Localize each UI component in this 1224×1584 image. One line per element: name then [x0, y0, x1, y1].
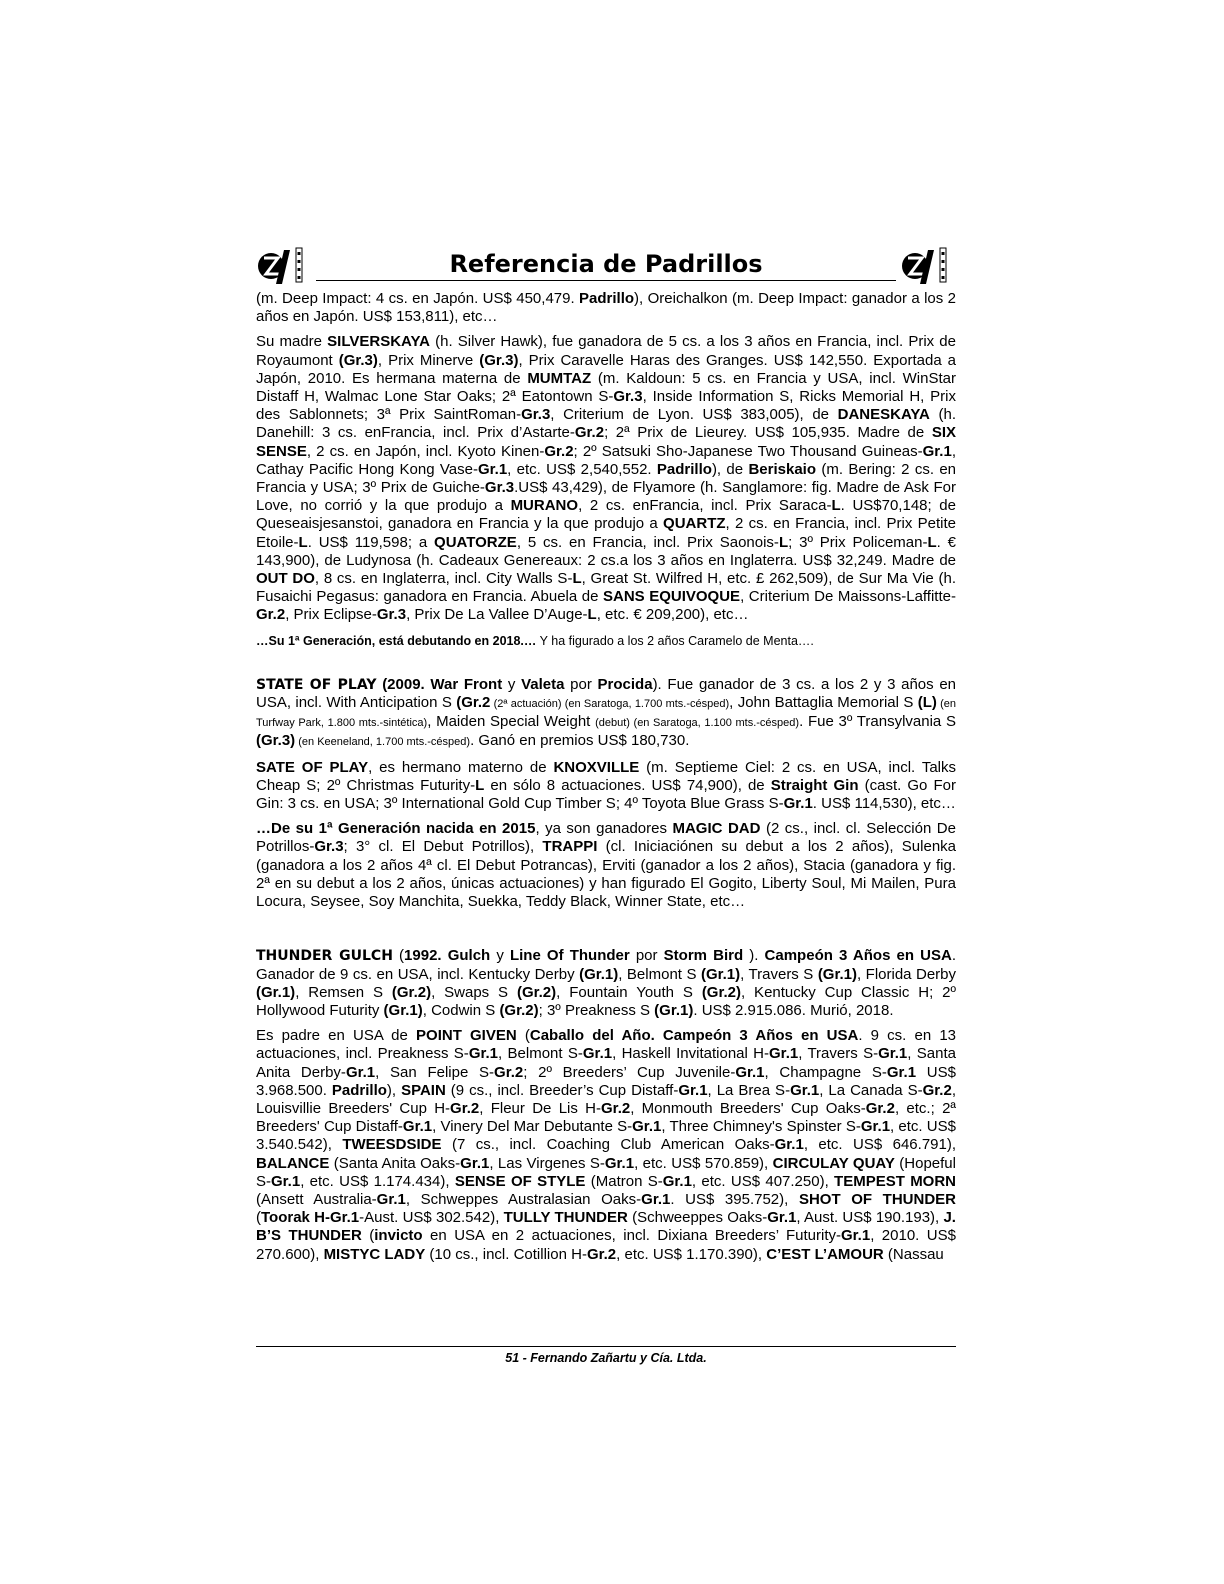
page-header	[256, 240, 956, 288]
bold-run: (Gr.1)	[256, 983, 296, 1001]
bold-run: Padrillo	[331, 1081, 387, 1099]
bold-run: BALANCE	[256, 1154, 330, 1172]
paragraph	[256, 290, 956, 326]
text-run: (m. Deep Impact: 4 cs. en Japón. US$ 450,479.	[256, 290, 580, 307]
bold-run: Gr.2	[586, 1245, 617, 1263]
bold-run: J. B’S THUNDER	[256, 1209, 956, 1245]
text-run: , 2 cs. enFrancia, incl. Prix Saraca-	[578, 497, 832, 515]
sire-entry	[256, 676, 956, 752]
bold-run: (L)	[917, 694, 937, 712]
text-run: ; 2ª Prix de Lieurey. US$ 105,935. Madre de	[604, 424, 932, 442]
text-run: , etc. US$ 1.174.434),	[300, 1172, 455, 1190]
bold-run: Line Of Thunder	[509, 947, 630, 965]
bold-run: C’EST L’AMOUR	[766, 1245, 884, 1263]
bold-run: Gr.1	[477, 460, 508, 478]
text-run: . US$ 2.915.086. Murió, 2018.	[693, 1001, 894, 1019]
text-run: . US$70,148; de Queseaisjesanstoi, ganadora en Francia y la que produjo a	[256, 497, 956, 533]
bold-run: SANS EQUIVOQUE	[603, 588, 741, 606]
text-run: , Vinery Del Mar Debutante S-	[432, 1118, 633, 1136]
text-run: , Criterium De Maissons-Laffitte-	[740, 588, 956, 606]
bold-run: (Gr.3)	[338, 351, 378, 369]
bold-run: TRAPPI	[542, 838, 598, 856]
sire-name: STATE OF PLAY	[256, 676, 377, 693]
small-note: (en Keeneland, 1.700 mts.-césped)	[295, 736, 471, 749]
bold-run: Gr.1	[345, 1063, 376, 1081]
bold-run: (Gr.3)	[256, 732, 296, 750]
bold-run: L	[778, 533, 789, 551]
bold-run: (Gr.2)	[701, 983, 741, 1001]
sire-name: THUNDER GULCH	[256, 948, 393, 965]
text-run: , Prix Eclipse-	[285, 606, 377, 624]
paragraph	[256, 632, 956, 650]
document-page	[256, 240, 956, 1271]
bold-run: Gr.2	[256, 606, 286, 624]
text-run: , etc. US$ 1.170.390),	[616, 1245, 767, 1263]
text-run: , 5 cs. en Francia, incl. Prix Saonois-	[516, 533, 779, 551]
bold-run: Gr.3	[521, 406, 551, 424]
paragraph	[256, 820, 956, 911]
text-run: Su madre	[256, 333, 328, 351]
text-run: ; 2º Breeders’ Cup Juvenile-	[523, 1063, 736, 1081]
bold-run: Procida	[597, 675, 653, 693]
bold-run: KNOXVILLE	[553, 758, 640, 776]
bold-run: Gr.1	[922, 442, 952, 460]
text-run: , Codwin S	[422, 1001, 500, 1019]
text-run: , 2010. US$ 270.600),	[256, 1227, 956, 1263]
bold-run: Gr.1	[886, 1063, 917, 1081]
document-body	[256, 290, 956, 1264]
text-run: , Inside Information S, Ricks Memorial H, Prix des Sablonnets; 3ª Prix SaintRoman-	[256, 388, 956, 424]
text-run: . US$ 114,530), etc…	[812, 795, 956, 813]
text-run: Es padre en USA de	[256, 1027, 417, 1045]
text-run: ). Fue ganador de 3 cs. a los 2 y 3 años en USA, incl. With Anticipation S	[256, 675, 957, 712]
text-run: y	[502, 675, 522, 693]
small-note: (en Turfway Park, 1.800 mts.-sintética)	[256, 698, 957, 730]
bold-run: SILVERSKAYA	[327, 333, 430, 351]
text-run: (Nassau	[883, 1245, 944, 1263]
bold-run: MUMTAZ	[527, 369, 592, 387]
bold-run: (Gr.2)	[516, 983, 557, 1001]
bold-run: Gr.1	[662, 1172, 692, 1190]
text-run: , Fleur De Lis H-	[479, 1099, 602, 1117]
bold-run: Gr.2	[494, 1063, 524, 1081]
bold-run: Beriskaio	[748, 460, 816, 478]
bold-run: L	[572, 570, 582, 588]
text-run: , etc. US$ 3.540.542),	[256, 1118, 956, 1154]
bold-run: (Gr.1)	[383, 1001, 423, 1019]
text-run: , La Canada S-	[819, 1081, 923, 1099]
bold-run: (Gr.1)	[579, 965, 619, 983]
text-run: (m. Bering: 2 cs. en Francia y USA; 3º Prix de Guiche-	[256, 460, 957, 497]
text-run: , Travers S	[740, 965, 818, 983]
bold-run: POINT GIVEN	[416, 1027, 517, 1045]
bold-run: Gr.2	[450, 1099, 480, 1117]
small-note: (2ª actuación) (en Saratoga, 1.700 mts.-césped)	[490, 698, 730, 711]
bold-run: Storm Bird	[663, 947, 744, 965]
text-run: , Fountain Youth S	[556, 983, 702, 1001]
text-run: ; 2º Satsuki Sho-Japanese Two Thousand Guineas-	[573, 442, 923, 460]
bold-run: …Su 1ª Generación, está debutando en 2018.…	[256, 633, 537, 648]
bold-run: Gr.2	[922, 1081, 952, 1099]
bold-run: Gr.1	[774, 1136, 804, 1154]
text-run: ).	[743, 947, 765, 965]
bold-run: (Gr.2)	[499, 1001, 539, 1019]
bold-run: QUATORZE	[434, 533, 517, 551]
bold-run: Gr.1	[376, 1190, 406, 1208]
text-run: , Florida Derby	[857, 965, 957, 983]
bold-run: SENSE OF STYLE	[454, 1172, 586, 1190]
text-run: , Prix De La Vallee D’Auge-	[406, 606, 588, 624]
text-run: , Kentucky Cup Classic H; 2º Hollywood Futurity	[256, 983, 956, 1019]
bold-run: Straight Gin	[770, 776, 859, 794]
paragraph	[256, 333, 956, 624]
text-run: , Cathay Pacific Hong Kong Vase-	[256, 442, 956, 478]
bold-run: Gr.1	[604, 1154, 635, 1172]
text-run: (Schweeppes Oaks-	[627, 1209, 768, 1227]
page-footer: 51 - Fernando Zañartu y Cía. Ltda.	[256, 1346, 956, 1365]
text-run: , Criterium de Lyon. US$ 383,005), de	[550, 406, 838, 424]
text-run: -Aust. US$ 302.542),	[359, 1209, 504, 1227]
bold-run: Gr.1	[582, 1045, 613, 1063]
text-run: ), Oreichalkon (m. Deep Impact: ganador a los 2 años en Japón. US$ 153,811), etc…	[256, 290, 956, 326]
text-run: (	[516, 1027, 530, 1045]
text-run: (m. Septieme Ciel: 2 cs. en USA, incl. Talks Cheap S; 2º Christmas Futurity-	[256, 758, 957, 794]
bold-run: L	[831, 497, 841, 515]
bold-run: SPAIN	[401, 1081, 446, 1099]
text-run: , Great St. Wilfred H, etc. £ 262,509), de Sur Ma Vie (h. Fusaichi Pegasus: ganadora en Francia. Abuela de	[256, 570, 956, 606]
bold-run: Padrillo	[579, 290, 635, 307]
bold-run: (Gr.1)	[700, 965, 741, 983]
text-run: , etc. US$ 407.250),	[691, 1172, 835, 1190]
text-run: (Santa Anita Oaks-	[329, 1154, 461, 1172]
bold-run: SATE OF PLAY	[256, 758, 369, 776]
paragraph	[256, 759, 956, 814]
text-run: , etc. US$ 2,540,552.	[507, 460, 657, 478]
text-run: , Prix Minerve	[377, 351, 480, 369]
bold-run: MISTYC LADY	[323, 1245, 426, 1263]
text-run: . € 143,900), de Ludynosa (h. Cadeaux Genereaux: 2 cs.a los 3 años en Inglaterra. US$ 32,249. Madre de	[256, 533, 957, 569]
bold-run: Gr.2	[601, 1099, 631, 1117]
text-run: , etc. € 209,200), etc…	[596, 606, 749, 624]
bold-run: QUARTZ	[663, 515, 726, 533]
bold-run: L	[298, 533, 308, 551]
bold-run: Gr.1	[735, 1063, 765, 1081]
text-run: (9 cs., incl. Breeder’s Cup Distaff-	[445, 1081, 679, 1099]
paragraph	[256, 1027, 956, 1264]
bold-run: invicto	[374, 1227, 423, 1245]
bold-run: Caballo del Año. Campeón 3 Años en USA	[529, 1027, 859, 1045]
text-run: (	[256, 1209, 261, 1227]
text-run: ; 3º Prix Policeman-	[788, 533, 928, 551]
bold-run: (Gr.1)	[817, 965, 857, 983]
text-run: (Ansett Australia-	[256, 1190, 377, 1208]
bold-run: Gr.1	[402, 1118, 433, 1136]
bold-run: Gr.1	[860, 1118, 891, 1136]
bold-run: Campeón 3 Años en USA	[764, 947, 952, 965]
bold-run: (2009. War Front	[382, 675, 503, 693]
text-run: , 8 cs. en Inglaterra, incl. City Walls S-	[314, 570, 573, 588]
text-run: (Matron S-	[585, 1172, 663, 1190]
text-run: , Travers S-	[798, 1045, 879, 1063]
text-run: (2 cs., incl. cl. Selección De Potrillos-	[256, 820, 956, 856]
bold-run: Gr.1	[878, 1045, 908, 1063]
text-run: , La Brea S-	[707, 1081, 791, 1099]
bold-run: TWEESDSIDE	[342, 1136, 442, 1154]
text-run: . US$ 119,598; a	[307, 533, 435, 551]
bold-run: Gr.1	[678, 1081, 708, 1099]
bold-run: Gr.1	[767, 1209, 797, 1227]
text-run: (cl. Iniciaciónen su debut a los 2 años), Sulenka (ganadora a los 2 años 4ª cl. El Debut Potrancas), Erviti (ganador a los 2 años), Stacia (ganadora y fig. 2ª en su debut a los 2 años, únicas actuaciones) y han figurado El Gogito, Liberty Soul, Mi Mailen, Pura Locura, Seysee, Soy Manchita, Suekka, Teddy Black, Winner State, etc…	[256, 838, 957, 911]
text-run: , Monmouth Breeders' Cup Oaks-	[630, 1099, 866, 1117]
small-note: (debut) (en Saratoga, 1.100 mts.-césped)	[595, 717, 800, 730]
bold-run: L	[587, 606, 597, 624]
text-run: . Fue 3º Transylvania S	[799, 713, 956, 731]
text-run: , ya son ganadores	[535, 820, 673, 838]
text-run: , 2 cs. en Japón, incl. Kyoto Kinen-	[306, 442, 545, 460]
text-run: , Louisvillie Breeders' Cup H-	[256, 1081, 956, 1117]
text-run: por	[564, 675, 598, 693]
bold-run: Gr.3	[376, 606, 407, 624]
text-run: por	[629, 947, 664, 965]
bold-run: (Gr.1)	[654, 1001, 694, 1019]
text-run: ; 3° cl. El Debut Potrillos),	[343, 838, 543, 856]
bold-run: CIRCULAY QUAY	[772, 1154, 895, 1172]
text-run: , Belmont S	[618, 965, 701, 983]
zanartu-logo-icon	[900, 244, 956, 286]
text-run: , es hermano materno de	[368, 758, 554, 776]
bold-run: 1992. Gulch	[404, 947, 491, 965]
bold-run: TULLY THUNDER	[503, 1209, 628, 1227]
bold-run: Gr.3	[484, 479, 515, 497]
text-run: , etc. US$ 570.859),	[634, 1154, 773, 1172]
text-run: ), de	[711, 460, 749, 478]
bold-run: Gr.1	[769, 1045, 799, 1063]
text-run: en sólo 8 actuaciones. US$ 74,900), de	[484, 776, 771, 794]
bold-run: DANESKAYA	[837, 406, 930, 424]
text-run: , etc.; 2ª Breeders' Cup Distaff-	[256, 1099, 956, 1136]
text-run: (	[361, 1227, 375, 1245]
page-title: Referencia de Padrillos	[316, 250, 896, 281]
bold-run: Gr.1	[841, 1227, 871, 1245]
text-run: , etc. US$ 646.791),	[803, 1136, 957, 1154]
bold-run: (Gr.2)	[391, 983, 432, 1001]
bold-run: Toorak H-Gr.1	[261, 1209, 360, 1227]
bold-run: SHOT OF THUNDER	[798, 1190, 956, 1208]
bold-run: L	[927, 533, 937, 551]
text-run: .US$ 43,429), de Flyamore (h. Sanglamore: fig. Madre de Ask For Love, no corrió y la que produjo a	[256, 479, 956, 515]
bold-run: Gr.1	[783, 795, 813, 813]
text-run: (7 cs., incl. Coaching Club American Oaks-	[441, 1136, 775, 1154]
bold-run: Gr.1	[632, 1118, 662, 1136]
text-run: US$ 3.968.500.	[256, 1063, 956, 1099]
text-run: , San Felipe S-	[375, 1063, 495, 1081]
text-run: , Prix Caravelle Haras des Granges. US$ 142,550. Exportada a Japón, 2010. Es hermana materna de	[256, 351, 957, 387]
bold-run: OUT DO	[256, 570, 315, 588]
text-run: , Maiden Special Weight	[427, 713, 596, 731]
text-run: , Remsen S	[295, 983, 392, 1001]
text-run: . Ganador de 9 cs. en USA, incl. Kentucky Derby	[256, 947, 957, 983]
text-run: , John Battaglia Memorial S	[729, 694, 918, 712]
text-run: (cast. Go For Gin: 3 cs. en USA; 3º International Gold Cup Timber S; 4º Toyota Blue Grass S-	[256, 776, 956, 813]
bold-run: Padrillo	[656, 460, 712, 478]
text-run: . 9 cs. en 13 actuaciones, incl. Preakness S-	[256, 1027, 957, 1063]
text-run: , Swaps S	[431, 983, 517, 1001]
text-run: , Belmont S-	[498, 1045, 583, 1063]
bold-run: Gr.2	[574, 424, 605, 442]
text-run: . US$ 395.752),	[670, 1190, 799, 1208]
sire-entry	[256, 947, 956, 1020]
text-run: ),	[386, 1081, 402, 1099]
bold-run: L	[475, 776, 485, 794]
bold-run: SIX SENSE	[256, 424, 956, 460]
bold-run: Gr.1	[271, 1172, 301, 1190]
text-run: , Champagne S-	[764, 1063, 887, 1081]
text-run: , Haskell Invitational H-	[612, 1045, 770, 1063]
text-run: y	[490, 947, 510, 965]
bold-run: MURANO	[510, 497, 579, 515]
text-run: (h. Danehill: 3 cs. enFrancia, incl. Prix d’Astarte-	[256, 406, 956, 442]
bold-run: …De su 1ª Generación nacida en 2015	[256, 820, 536, 838]
text-run: (Hopeful S-	[256, 1154, 956, 1190]
text-run: , 2 cs. en Francia, incl. Prix Petite Etoile-	[256, 515, 956, 551]
bold-run: MAGIC DAD	[672, 820, 761, 838]
text-run: ; 3º Preakness S	[538, 1001, 655, 1019]
bold-run: Gr.1	[460, 1154, 490, 1172]
bold-run: Gr.3	[613, 388, 643, 406]
text-run: (h. Silver Hawk), fue ganadora de 5 cs. a los 3 años en Francia, incl. Prix de Royaumont	[256, 333, 956, 369]
text-run: , Aust. US$ 190.193),	[796, 1209, 944, 1227]
text-run: (m. Kaldoun: 5 cs. en Francia y USA, incl. WinStar Distaff H, Walmac Lone Star Oaks; 2ª Eatontown S-	[256, 369, 956, 406]
bold-run: Gr.2	[865, 1099, 895, 1117]
bold-run: Gr.1	[468, 1045, 498, 1063]
text-run: Y ha figurado a los 2 años Caramelo de Menta….	[536, 633, 814, 648]
text-run: , Three Chimney's Spinster S-	[661, 1118, 861, 1136]
text-run: (	[392, 947, 405, 965]
text-run: , Santa Anita Derby-	[256, 1045, 956, 1081]
bold-run: Gr.1	[790, 1081, 820, 1099]
text-run: , Las Virgenes S-	[489, 1154, 605, 1172]
bold-run: Valeta	[521, 675, 565, 693]
bold-run: Gr.1	[641, 1190, 671, 1208]
bold-run: (Gr.3)	[479, 351, 519, 369]
bold-run: Gr.3	[314, 838, 344, 856]
bold-run: Gr.2	[544, 442, 574, 460]
text-run: en USA en 2 actuaciones, incl. Dixiana Breeders’ Futurity-	[422, 1227, 841, 1245]
zanartu-logo-icon	[256, 244, 312, 286]
text-run: . Ganó en premios US$ 180,730.	[470, 732, 690, 750]
text-run: , Schweppes Australasian Oaks-	[405, 1190, 642, 1208]
text-run: (10 cs., incl. Cotillion H-	[425, 1245, 587, 1263]
bold-run: TEMPEST MORN	[834, 1172, 957, 1190]
bold-run: (Gr.2	[456, 694, 491, 712]
